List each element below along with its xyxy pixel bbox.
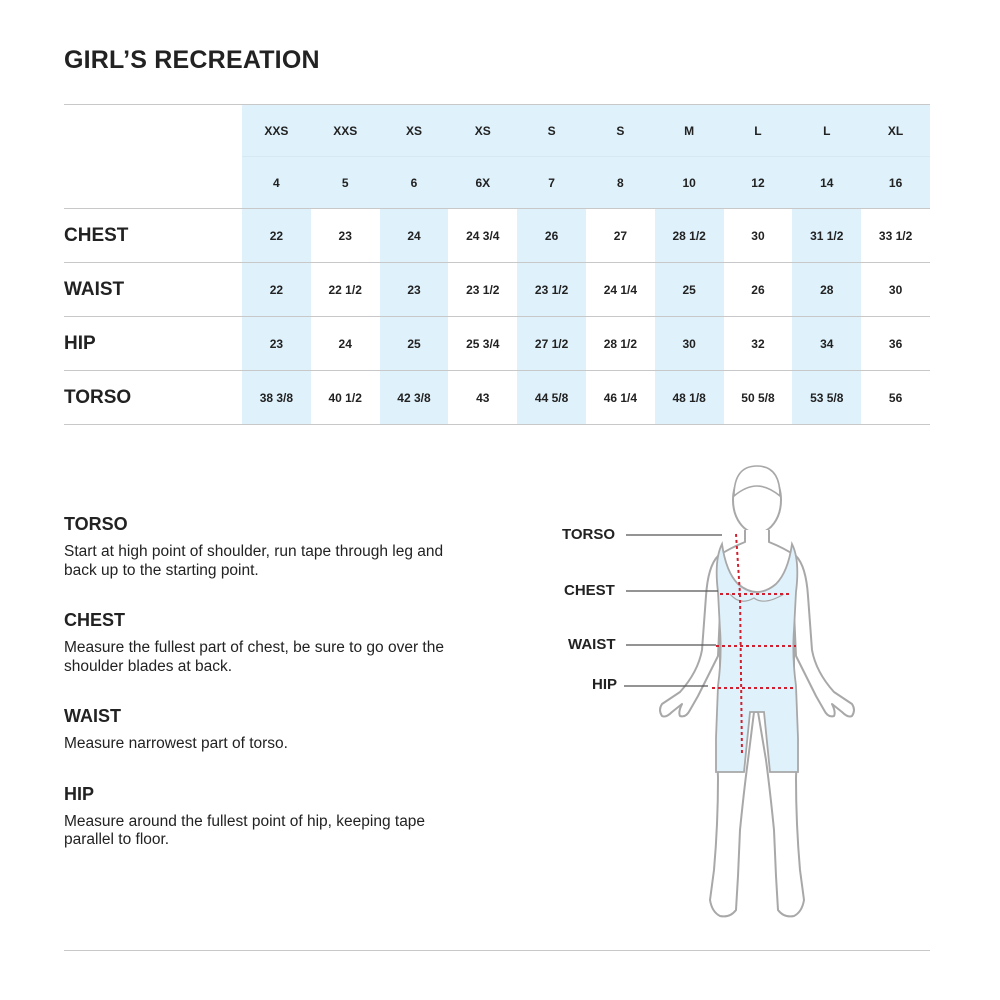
measurement-cell: 48 1/8	[655, 371, 724, 425]
instruction-text: Measure around the fullest point of hip, keeping tape parallel to floor.	[64, 812, 426, 848]
figure-label-hip: HIP	[592, 676, 618, 693]
size-letter-cell: XXS	[242, 105, 311, 157]
size-number-cell: 6	[380, 157, 449, 209]
measurement-cell: 42 3/8	[380, 371, 449, 425]
measurement-cell: 24	[311, 317, 380, 371]
instruction-chest	[64, 610, 444, 676]
measurement-cell: 25 3/4	[448, 317, 517, 371]
body-outline	[660, 530, 854, 916]
measurement-cell: 28 1/2	[655, 209, 724, 263]
size-letter-cell: M	[655, 105, 724, 157]
measurement-cell: 26	[517, 209, 586, 263]
measurement-cell: 22	[242, 209, 311, 263]
measurement-cell: 30	[861, 263, 930, 317]
instruction-title: HIP	[64, 783, 95, 804]
measurement-cell: 22	[242, 263, 311, 317]
measurement-cell: 25	[380, 317, 449, 371]
measurement-cell: 26	[724, 263, 793, 317]
measurement-cell: 27 1/2	[517, 317, 586, 371]
size-number-cell: 12	[724, 157, 793, 209]
size-number-cell: 4	[242, 157, 311, 209]
size-letter-cell: S	[586, 105, 655, 157]
body-figure	[540, 460, 870, 960]
instruction-text: Start at high point of shoulder, run tape through leg and back up to the starting point.	[64, 543, 444, 579]
instruction-title: CHEST	[64, 610, 126, 630]
size-number-cell: 14	[792, 157, 861, 209]
measurement-cell: 30	[655, 317, 724, 371]
measurement-cell: 27	[586, 209, 655, 263]
instruction-hip	[64, 784, 444, 850]
measurement-cell: 28	[792, 263, 861, 317]
size-number-cell: 16	[861, 157, 930, 209]
measurement-cell: 46 1/4	[586, 371, 655, 425]
row-label: WAIST	[64, 263, 242, 317]
size-number-cell: 6X	[448, 157, 517, 209]
measurement-cell: 40 1/2	[311, 371, 380, 425]
measurement-cell: 22 1/2	[311, 263, 380, 317]
measurement-cell: 31 1/2	[792, 209, 861, 263]
measurement-cell: 23	[380, 263, 449, 317]
size-letter-cell: S	[517, 105, 586, 157]
size-letter-cell: XL	[861, 105, 930, 157]
size-letter-cell: XXS	[311, 105, 380, 157]
size-letter-cell: XS	[448, 105, 517, 157]
size-letter-cell: XS	[380, 105, 449, 157]
measurement-cell: 50 5/8	[724, 371, 793, 425]
figure-label-chest: CHEST	[564, 582, 615, 599]
size-chart-table	[64, 104, 930, 425]
measurement-row-torso	[64, 371, 930, 425]
size-number-cell: 8	[586, 157, 655, 209]
measurement-cell: 33 1/2	[861, 209, 930, 263]
size-letter-cell: L	[724, 105, 793, 157]
row-label: HIP	[64, 317, 242, 371]
measurement-row-hip	[64, 317, 930, 371]
measurement-row-chest	[64, 209, 930, 263]
row-label: TORSO	[64, 371, 242, 425]
measurement-cell: 32	[724, 317, 793, 371]
empty-corner-cell	[64, 105, 242, 157]
instruction-title: WAIST	[64, 706, 121, 726]
measurement-cell: 56	[861, 371, 930, 425]
measurement-cell: 34	[792, 317, 861, 371]
measurement-cell: 36	[861, 317, 930, 371]
figure-label-torso: TORSO	[562, 526, 616, 543]
measurement-cell: 53 5/8	[792, 371, 861, 425]
measurement-cell: 23	[311, 209, 380, 263]
measurement-cell: 24	[380, 209, 449, 263]
page-title: GIRL’S RECREATION	[64, 46, 320, 74]
instruction-title: TORSO	[64, 514, 128, 534]
row-label: CHEST	[64, 209, 242, 263]
measurement-instructions	[64, 514, 444, 850]
size-number-cell: 7	[517, 157, 586, 209]
measurement-cell: 24 1/4	[586, 263, 655, 317]
measurement-row-waist	[64, 263, 930, 317]
measurement-cell: 23 1/2	[448, 263, 517, 317]
size-number-cell: 5	[311, 157, 380, 209]
size-number-row	[64, 157, 930, 209]
instruction-torso	[64, 514, 444, 580]
measurement-cell: 43	[448, 371, 517, 425]
measurement-cell: 38 3/8	[242, 371, 311, 425]
measurement-cell: 23 1/2	[517, 263, 586, 317]
size-number-cell: 10	[655, 157, 724, 209]
measurement-cell: 24 3/4	[448, 209, 517, 263]
figure-label-waist: WAIST	[568, 636, 616, 653]
size-letter-row	[64, 105, 930, 157]
measurement-cell: 25	[655, 263, 724, 317]
size-letter-cell: L	[792, 105, 861, 157]
instruction-text: Measure the fullest part of chest, be sure to go over the shoulder blades at back.	[64, 639, 444, 675]
measurement-cell: 44 5/8	[517, 371, 586, 425]
measurement-cell: 23	[242, 317, 311, 371]
instruction-waist	[64, 706, 444, 754]
instruction-text: Measure narrowest part of torso.	[64, 735, 288, 752]
bottom-divider	[64, 950, 930, 951]
measurement-cell: 28 1/2	[586, 317, 655, 371]
measurement-cell: 30	[724, 209, 793, 263]
empty-corner-cell	[64, 157, 242, 209]
